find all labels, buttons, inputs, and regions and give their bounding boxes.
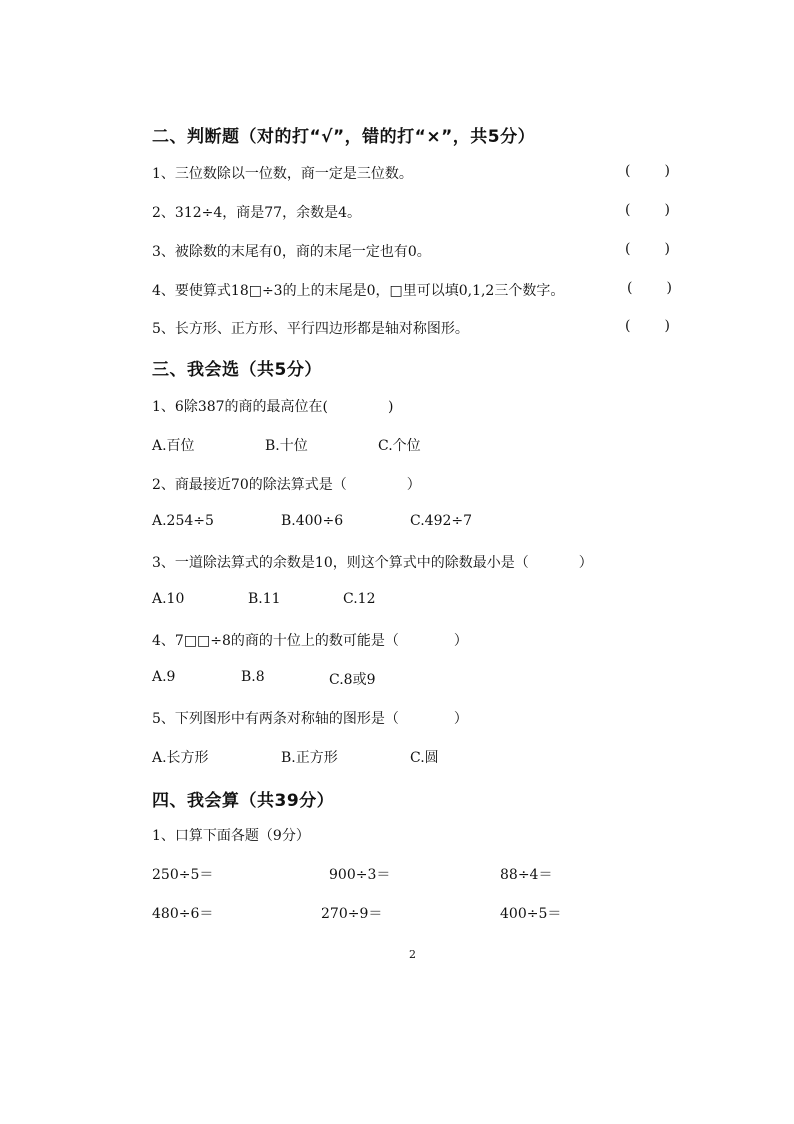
section-3-title: 三、我会选（共5分） bbox=[152, 360, 322, 380]
calc-item-4: 480÷6＝ bbox=[152, 906, 214, 922]
choice-5-option-b[interactable]: B.正方形 bbox=[281, 750, 338, 766]
judge-answer-2[interactable]: ( ) bbox=[625, 202, 670, 218]
section-2-title: 二、判断题（对的打“√”，错的打“×”，共5分） bbox=[152, 127, 536, 147]
calc-item-6: 400÷5＝ bbox=[500, 906, 562, 922]
judge-item-3: 3、被除数的末尾有0，商的末尾一定也有0。 bbox=[152, 244, 431, 260]
choice-3-option-c[interactable]: C.12 bbox=[343, 591, 376, 607]
calc-item-2: 900÷3＝ bbox=[329, 867, 391, 883]
judge-answer-3[interactable]: ( ) bbox=[625, 241, 670, 257]
choice-4-option-a[interactable]: A.9 bbox=[152, 669, 176, 685]
page-number: 2 bbox=[409, 948, 416, 961]
judge-item-1: 1、三位数除以一位数，商一定是三位数。 bbox=[152, 166, 413, 182]
choice-1-option-b[interactable]: B.十位 bbox=[265, 438, 308, 454]
choice-2-option-a[interactable]: A.254÷5 bbox=[152, 513, 214, 529]
choice-1-option-a[interactable]: A.百位 bbox=[152, 438, 195, 454]
choice-2-option-b[interactable]: B.400÷6 bbox=[281, 513, 344, 529]
choice-3-option-a[interactable]: A.10 bbox=[152, 591, 185, 607]
judge-answer-4[interactable]: ( ) bbox=[627, 280, 672, 296]
choice-5-option-a[interactable]: A.长方形 bbox=[152, 750, 209, 766]
calc-item-5: 270÷9＝ bbox=[321, 906, 383, 922]
judge-item-2: 2、312÷4，商是77，余数是4。 bbox=[152, 205, 361, 221]
choice-3-option-b[interactable]: B.11 bbox=[248, 591, 281, 607]
choice-question-2: 2、商最接近70的除法算式是（ ） bbox=[152, 477, 421, 493]
choice-4-option-b[interactable]: B.8 bbox=[241, 669, 265, 685]
choice-1-option-c[interactable]: C.个位 bbox=[378, 438, 421, 454]
judge-item-5: 5、长方形、正方形、平行四边形都是轴对称图形。 bbox=[152, 321, 469, 337]
choice-2-option-c[interactable]: C.492÷7 bbox=[410, 513, 473, 529]
judge-answer-5[interactable]: ( ) bbox=[625, 318, 670, 334]
judge-answer-1[interactable]: ( ) bbox=[625, 163, 670, 179]
choice-5-option-c[interactable]: C.圆 bbox=[410, 750, 439, 766]
choice-question-4: 4、7□□÷8的商的十位上的数可能是（ ） bbox=[152, 633, 468, 649]
choice-question-3: 3、一道除法算式的余数是10，则这个算式中的除数最小是（ ） bbox=[152, 555, 593, 571]
calc-sub-heading-1: 1、口算下面各题（9分） bbox=[152, 828, 310, 844]
calc-item-1: 250÷5＝ bbox=[152, 867, 214, 883]
choice-4-option-c[interactable]: C.8或9 bbox=[329, 672, 376, 688]
judge-item-4: 4、要使算式18□÷3的上的末尾是0，□里可以填0,1,2三个数字。 bbox=[152, 283, 565, 299]
choice-question-1: 1、6除387的商的最高位在( ) bbox=[152, 399, 394, 415]
calc-item-3: 88÷4＝ bbox=[500, 867, 553, 883]
section-4-title: 四、我会算（共39分） bbox=[152, 791, 335, 811]
choice-question-5: 5、下列图形中有两条对称轴的图形是（ ） bbox=[152, 711, 468, 727]
